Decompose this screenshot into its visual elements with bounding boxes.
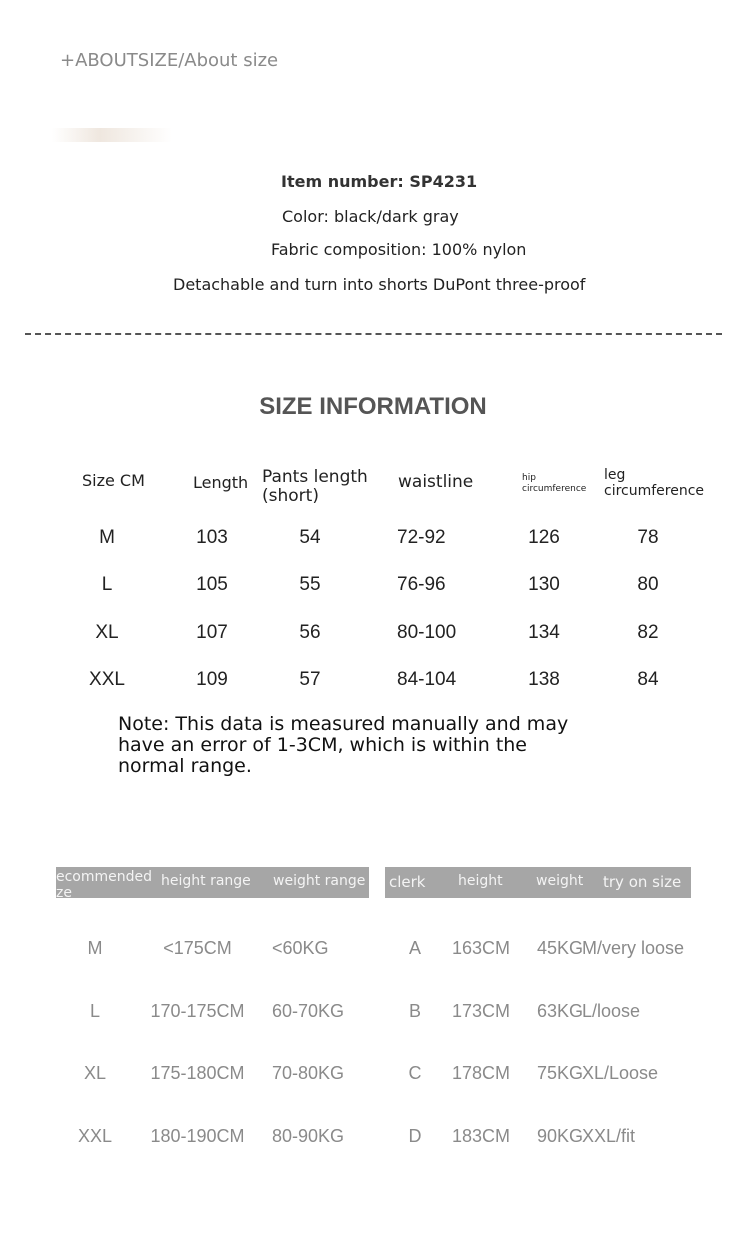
hip-cell: 134 bbox=[528, 622, 560, 643]
length-cell: 109 bbox=[196, 669, 228, 690]
length-cell: 103 bbox=[196, 527, 228, 548]
header-weight: weight bbox=[536, 873, 584, 889]
size-cell: L bbox=[101, 574, 113, 595]
rec-size-cell: XXL bbox=[77, 1126, 113, 1146]
rec-size-cell: L bbox=[89, 1001, 100, 1021]
item-number: Item number: SP4231 bbox=[281, 172, 478, 191]
clerk-cell: A bbox=[408, 938, 421, 958]
header-weight-range: weight range bbox=[273, 873, 366, 889]
clerk-try-size-cell: L/loose bbox=[582, 1001, 641, 1021]
hip-cell: 126 bbox=[528, 527, 560, 548]
decorative-smudge bbox=[52, 128, 172, 142]
length-cell: 105 bbox=[196, 574, 228, 595]
rec-size-cell: XL bbox=[83, 1063, 107, 1083]
header-length: Length bbox=[193, 473, 249, 492]
rec-weight-cell: 60-70KG bbox=[272, 1001, 345, 1021]
header-clerk: clerk bbox=[389, 873, 426, 891]
clerk-cell: D bbox=[408, 1126, 422, 1146]
length-cell: 107 bbox=[196, 622, 228, 643]
header-size-cm: Size CM bbox=[82, 471, 145, 490]
rec-height-cell: 180-190CM bbox=[150, 1126, 245, 1146]
clerk-try-size-cell: M/very loose bbox=[582, 938, 685, 958]
clerk-cell: C bbox=[408, 1063, 422, 1083]
clerk-weight-cell: 63KG bbox=[537, 1001, 584, 1021]
clerk-try-size-cell: XXL/fit bbox=[582, 1126, 636, 1146]
size-cell: M bbox=[99, 527, 115, 548]
clerk-height-cell: 178CM bbox=[452, 1063, 511, 1083]
clerk-height-cell: 183CM bbox=[452, 1126, 511, 1146]
header-try-on-size: try on size bbox=[603, 873, 682, 891]
waistline-cell: 80-100 bbox=[397, 622, 457, 643]
hip-cell: 130 bbox=[528, 574, 560, 595]
leg-cell: 80 bbox=[637, 574, 659, 595]
fabric-composition: Fabric composition: 100% nylon bbox=[271, 240, 527, 259]
clerk-cell: B bbox=[408, 1001, 421, 1021]
product-color: Color: black/dark gray bbox=[282, 207, 459, 226]
pants-length-cell: 56 bbox=[299, 622, 321, 643]
leg-cell: 84 bbox=[637, 669, 659, 690]
header-hip-circumference: hip circumference bbox=[522, 473, 587, 494]
size-cell: XL bbox=[95, 622, 119, 643]
rec-weight-cell: 80-90KG bbox=[272, 1126, 345, 1146]
rec-height-cell: 175-180CM bbox=[150, 1063, 245, 1083]
measurement-note: Note: This data is measured manually and may have an error of 1-3CM, which is within the normal range. bbox=[118, 713, 569, 777]
pants-length-cell: 57 bbox=[299, 669, 321, 690]
size-cell: XXL bbox=[89, 669, 125, 690]
size-information-title: SIZE INFORMATION bbox=[259, 393, 487, 420]
clerk-height-cell: 163CM bbox=[452, 938, 511, 958]
waistline-cell: 84-104 bbox=[397, 669, 457, 690]
about-size-heading: +ABOUTSIZE/About size bbox=[60, 50, 279, 71]
pants-length-cell: 54 bbox=[299, 527, 321, 548]
header-height-range: height range bbox=[161, 873, 251, 889]
clerk-weight-cell: 90KG bbox=[537, 1126, 584, 1146]
header-pants-length: Pants length (short) bbox=[262, 467, 368, 506]
waistline-cell: 72-92 bbox=[397, 527, 446, 548]
clerk-weight-cell: 75KG bbox=[537, 1063, 584, 1083]
clerk-height-cell: 173CM bbox=[452, 1001, 511, 1021]
clerk-try-size-cell: XL/Loose bbox=[582, 1063, 659, 1083]
clerk-weight-cell: 45KG bbox=[537, 938, 584, 958]
rec-size-cell: M bbox=[87, 938, 103, 958]
header-leg-circumference: leg circumference bbox=[604, 467, 705, 499]
header-waistline: waistline bbox=[398, 472, 474, 492]
rec-weight-cell: <60KG bbox=[272, 938, 329, 958]
header-recommended-size: ecommended ze bbox=[56, 869, 153, 897]
rec-weight-cell: 70-80KG bbox=[272, 1063, 345, 1083]
leg-cell: 78 bbox=[637, 527, 659, 548]
rec-height-cell: <175CM bbox=[163, 938, 232, 958]
header-height: height bbox=[458, 873, 503, 889]
leg-cell: 82 bbox=[637, 622, 659, 643]
rec-height-cell: 170-175CM bbox=[150, 1001, 245, 1021]
product-feature: Detachable and turn into shorts DuPont three-proof bbox=[173, 275, 586, 294]
hip-cell: 138 bbox=[528, 669, 560, 690]
dashed-divider bbox=[25, 333, 722, 335]
waistline-cell: 76-96 bbox=[397, 574, 446, 595]
pants-length-cell: 55 bbox=[299, 574, 321, 595]
